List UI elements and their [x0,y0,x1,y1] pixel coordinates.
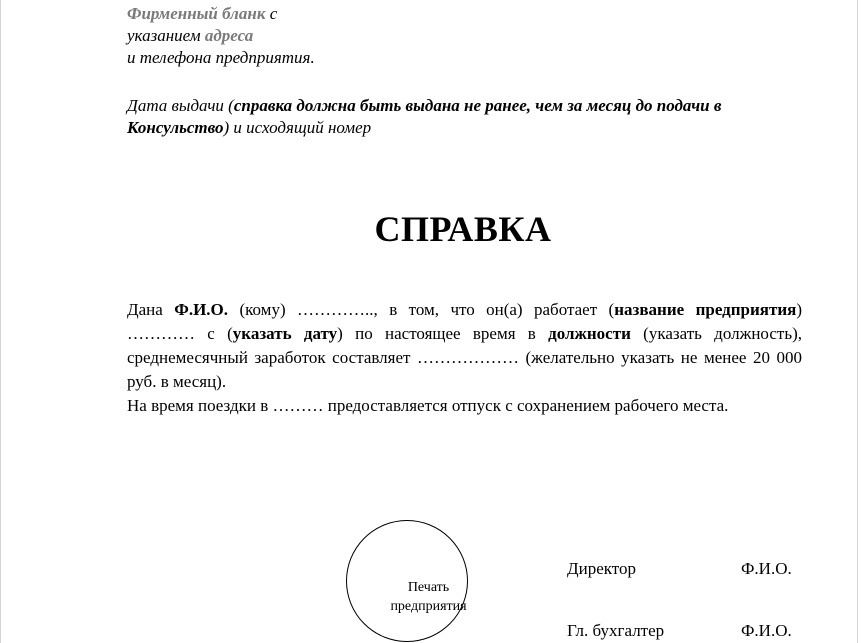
letterhead-line-3: и телефона предприятия. [127,48,315,67]
body-company: название предприятия [614,300,797,319]
certificate-body [127,298,802,418]
body-text-4: ) по настоящее время в [337,324,549,343]
body-text-5: (указать должность), среднемесячный заработок составляет ……………… (желательно указать не менее 20 000 руб. в месяц). [127,324,802,391]
body-position: должности [548,324,631,343]
document-title: СПРАВКА [374,209,552,249]
body-text-1: Дана [127,300,175,319]
letterhead-suffix: с [265,4,278,23]
letterhead-block [127,3,807,69]
letterhead-address: адреса [204,26,254,45]
body-paragraph-2: На время поездки в ……… предоставляется отпуск с сохранением рабочего места. [127,396,729,415]
body-paragraph-1 [127,298,802,394]
body-text-2: (кому) ………….., в том, что он(а) работает ( [228,300,615,319]
letterhead-line-2 [127,25,807,47]
stamp-line-1: Печать [407,580,450,595]
issue-bold-note: справка должна быть выдана не ранее, чем за месяц до подачи в Консульство [127,96,722,137]
page-right-edge [857,0,858,643]
issue-date-note [127,95,807,139]
letterhead-line-1 [127,3,807,25]
issue-prefix: Дата выдачи ( [127,96,234,115]
page-left-edge [0,0,1,643]
director-name: Ф.И.О. [741,559,792,578]
stamp-label [376,578,481,616]
letterhead-label: Фирменный бланк [127,4,266,23]
accountant-name: Ф.И.О. [741,621,792,640]
issue-suffix: ) и исходящий номер [223,118,372,137]
body-fio: Ф.И.О. [174,300,229,319]
stamp-line-2: предприятия [390,599,467,614]
director-label: Директор [567,559,636,578]
body-date: указать дату [232,324,338,343]
letterhead-line-2-text: указанием [127,26,205,45]
accountant-label: Гл. бухгалтер [567,621,665,640]
body-text-3: ) ………… с ( [127,300,803,343]
